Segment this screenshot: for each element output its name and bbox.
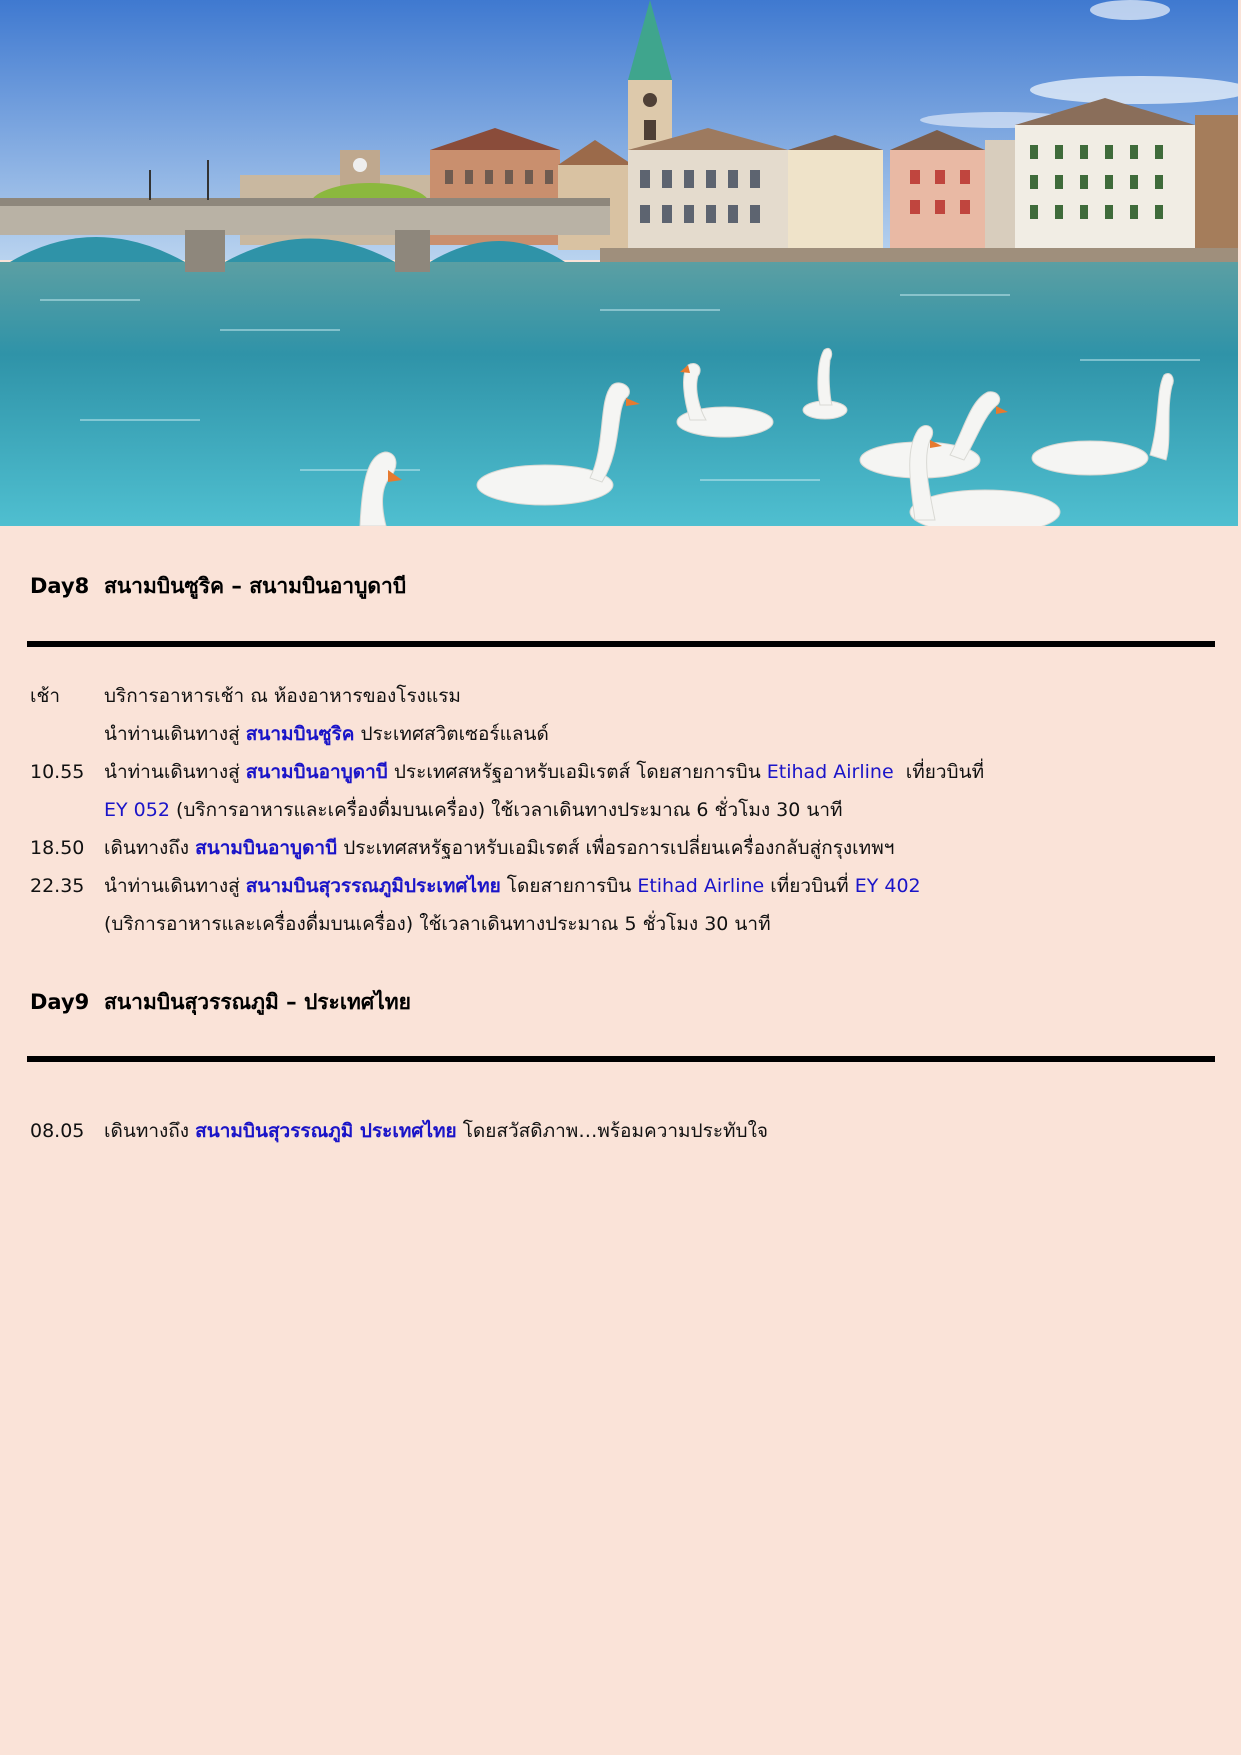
row-text: บริการอาหารเช้า ณ ห้องอาหารของโรงแรม <box>104 685 461 707</box>
row-text: โดยสายการบิน <box>500 875 638 897</box>
itinerary-row <box>30 792 843 828</box>
row-time: 08.05 <box>30 1120 85 1142</box>
itinerary-row <box>30 868 921 904</box>
row-time: 22.35 <box>30 875 85 897</box>
row-time: 18.50 <box>30 837 85 859</box>
place-name: สนามบินสุวรรณภูมิ ประเทศไทย <box>195 1120 457 1142</box>
place-name: สนามบินอาบูดาบี <box>245 761 388 783</box>
row-time: 10.55 <box>30 761 85 783</box>
row-text: ประเทศสหรัฐอาหรับเอมิเรตส์ โดยสายการบิน <box>387 761 767 783</box>
flight-number: EY 402 <box>854 875 921 897</box>
row-text: (บริการอาหารและเครื่องดื่มบนเครื่อง) ใช้เวลาเดินทางประมาณ 6 ชั่วโมง 30 นาที <box>169 799 843 821</box>
day8-title: สนามบินซูริค – สนามบินอาบูดาบี <box>104 574 407 598</box>
row-time: เช้า <box>30 685 61 707</box>
day9-title: สนามบินสุวรรณภูมิ – ประเทศไทย <box>104 990 411 1014</box>
row-text: เที่ยวบินที่ <box>764 875 855 897</box>
day9-divider <box>27 1056 1215 1062</box>
hero-photo <box>0 0 1238 526</box>
day8-divider <box>27 641 1215 647</box>
day9-number: Day9 <box>30 990 90 1014</box>
place-name: สนามบินซูริค <box>245 723 355 745</box>
airline-name: Etihad Airline <box>766 761 894 783</box>
place-name: สนามบินสุวรรณภูมิประเทศไทย <box>245 875 501 897</box>
row-text: นำท่านเดินทางสู่ <box>104 723 246 745</box>
itinerary-row <box>30 906 771 942</box>
row-text: โดยสวัสดิภาพ…พร้อมความประทับใจ <box>456 1120 769 1142</box>
row-text: เที่ยวบินที่ <box>893 761 985 783</box>
row-text: เดินทางถึง <box>104 837 196 859</box>
flight-number: EY 052 <box>104 799 170 821</box>
itinerary-row <box>30 678 461 714</box>
itinerary-row <box>30 754 984 790</box>
day8-number: Day8 <box>30 574 90 598</box>
airline-name: Etihad Airline <box>637 875 765 897</box>
itinerary-row <box>30 830 894 866</box>
day8-header <box>30 570 406 603</box>
row-text: เดินทางถึง <box>104 1120 196 1142</box>
itinerary-row <box>30 716 549 752</box>
row-text: นำท่านเดินทางสู่ <box>104 761 246 783</box>
itinerary-row <box>30 1113 768 1149</box>
row-text: (บริการอาหารและเครื่องดื่มบนเครื่อง) ใช้เวลาเดินทางประมาณ 5 ชั่วโมง 30 นาที <box>104 913 771 935</box>
row-text: ประเทศสหรัฐอาหรับเอมิเรตส์ เพื่อรอการเปลี่ยนเครื่องกลับสู่กรุงเทพฯ <box>337 837 895 859</box>
day9-header <box>30 986 411 1019</box>
row-text: ประเทศสวิตเซอร์แลนด์ <box>354 723 549 745</box>
zurich-swans-illustration <box>0 0 1238 526</box>
place-name: สนามบินอาบูดาบี <box>195 837 338 859</box>
row-text: นำท่านเดินทางสู่ <box>104 875 246 897</box>
